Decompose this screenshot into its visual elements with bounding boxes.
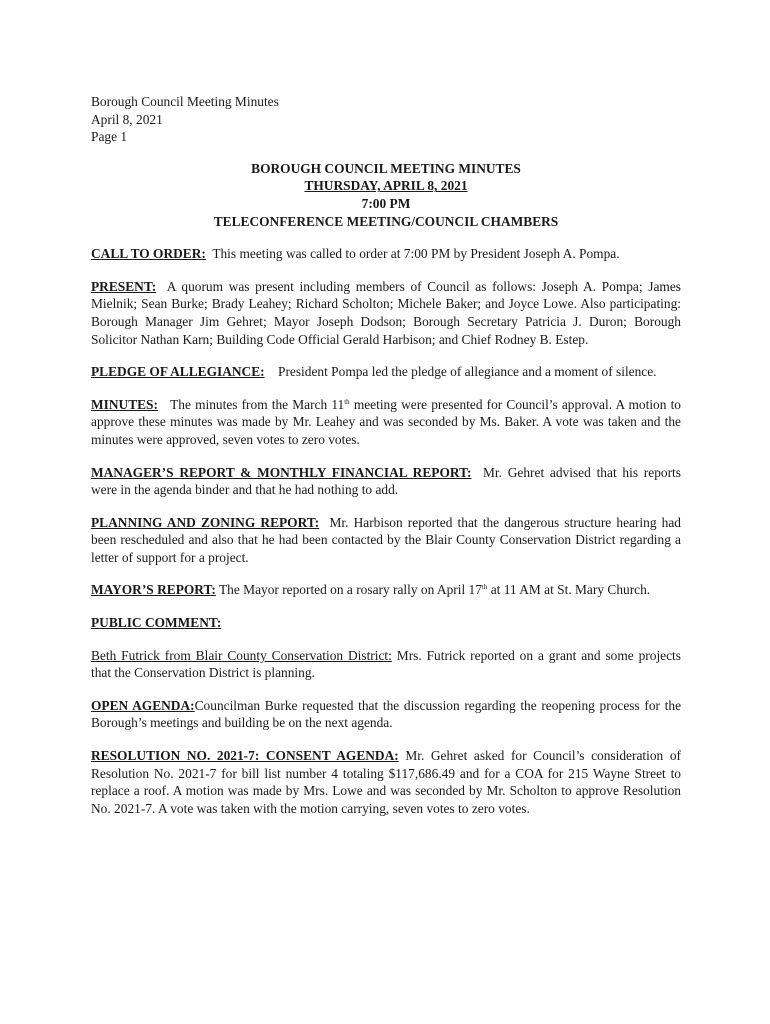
- resolution-label: RESOLUTION NO. 2021-7: CONSENT AGENDA:: [91, 748, 399, 764]
- call-to-order-label: CALL TO ORDER:: [91, 246, 206, 262]
- meeting-location: TELECONFERENCE MEETING/COUNCIL CHAMBERS: [213, 213, 559, 229]
- open-agenda-label: OPEN AGENDA:: [91, 697, 195, 713]
- resolution-section: [91, 747, 681, 817]
- open-agenda-section: [91, 697, 681, 732]
- planning-zoning-section: [91, 514, 681, 567]
- minutes-section: [91, 396, 681, 449]
- manager-report-section: [91, 464, 681, 499]
- mayor-report-text-start: The Mayor reported on a rosary rally on April 17: [219, 582, 482, 598]
- minutes-label: MINUTES:: [91, 396, 158, 412]
- open-agenda-text: Councilman Burke requested that the discussion regarding the reopening process for the Borough’s meetings and building be on the next agenda.: [91, 697, 682, 731]
- minutes-date-suffix: th: [344, 397, 350, 406]
- document-page: [91, 93, 681, 817]
- beth-futrick-label: Beth Futrick from Blair County Conservation District:: [91, 647, 392, 663]
- mayor-report-label: MAYOR’S REPORT:: [91, 582, 216, 598]
- mayor-report-text-end: at 11 AM at St. Mary Church.: [490, 582, 651, 598]
- planning-zoning-label: PLANNING AND ZONING REPORT:: [91, 514, 320, 530]
- minutes-text-end: meeting were presented for Council’s approval. A motion to approve these minutes was made by Mr. Leahey and was seconded by Ms. Baker. A vote was taken and the minutes were approved, seven votes to zero votes.: [91, 396, 681, 447]
- call-to-order-text: This meeting was called to order at 7:00 PM by President Joseph A. Pompa.: [212, 246, 620, 262]
- beth-futrick-section: [91, 647, 681, 682]
- manager-report-label: MANAGER’S REPORT & MONTHLY FINANCIAL REPORT:: [91, 464, 472, 480]
- resolution-text: Mr. Gehret asked for Council’s consideration of Resolution No. 2021-7 for bill list number 4 totaling $117,686.49 and for a COA for 215 Wayne Street to replace a roof. A motion was made by Mrs. Lowe and was seconded by Mr. Scholton to approve Resolution No. 2021-7. A vote was taken with the motion carrying, seven votes to zero votes.: [91, 748, 681, 816]
- mayor-report-section: [91, 581, 681, 599]
- header-page-number: Page 1: [91, 129, 128, 145]
- present-section: [91, 278, 681, 348]
- document-title: BOROUGH COUNCIL MEETING MINUTES: [251, 160, 521, 176]
- present-label: PRESENT:: [91, 278, 157, 294]
- meeting-time: 7:00 PM: [361, 195, 411, 211]
- minutes-text-start: The minutes from the March 11: [170, 396, 345, 412]
- manager-report-text: Mr. Gehret advised that his reports were in the agenda binder and that he had nothing to add.: [91, 464, 681, 498]
- planning-zoning-text: Mr. Harbison reported that the dangerous structure hearing had been rescheduled and also that he had been contacted by the Blair County Conservation District regarding a letter of support for a project.: [91, 514, 682, 565]
- header-title: Borough Council Meeting Minutes: [91, 94, 279, 109]
- pledge-text: President Pompa led the pledge of allegiance and a moment of silence.: [278, 364, 657, 380]
- public-comment-section: [91, 614, 681, 632]
- running-header: [91, 93, 681, 146]
- public-comment-label: PUBLIC COMMENT:: [91, 615, 222, 631]
- beth-futrick-text: Mrs. Futrick reported on a grant and some projects that the Conservation District is planning.: [91, 647, 681, 681]
- document-title-block: [91, 160, 681, 230]
- meeting-date: THURSDAY, APRIL 8, 2021: [304, 178, 468, 194]
- present-text: A quorum was present including members of Council as follows: Joseph A. Pompa; James Mielnik; Sean Burke; Brady Leahey; Richard Scholton; Michele Baker; and Joyce Lowe. Also participating: Borough Manager Jim Gehret; Mayor Joseph Dodson; Borough Secretary Patricia J. Duron; Borough Solicitor Nathan Karn; Building Code Official Gerald Harbison; and Chief Rodney B. Estep.: [91, 278, 681, 347]
- pledge-label: PLEDGE OF ALLEGIANCE:: [91, 364, 265, 380]
- header-date: April 8, 2021: [91, 111, 163, 127]
- mayor-report-date-suffix: th: [481, 583, 488, 592]
- pledge-section: [91, 363, 681, 381]
- call-to-order-section: [91, 245, 681, 263]
